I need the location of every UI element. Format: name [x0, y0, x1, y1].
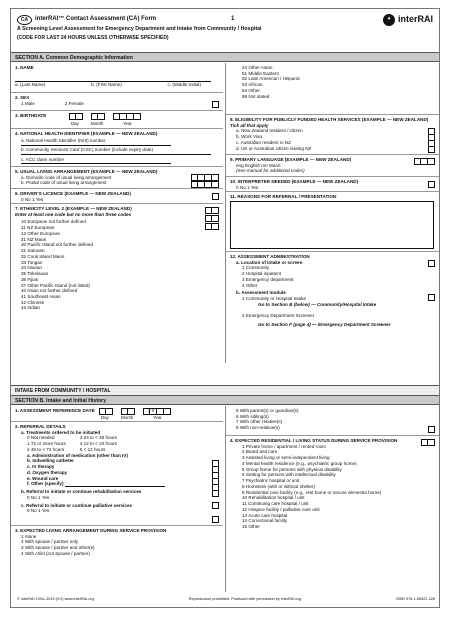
ethnicity-code-item: 31 Samoan: [21, 248, 45, 254]
arrangement-option-5: 5 With parent(s) or guardian(s): [236, 408, 299, 413]
interpreter-box[interactable]: [428, 181, 435, 188]
ethnicity-code-item: 42 Chinese: [21, 299, 45, 305]
nhi-number-label: a. National Health Identifier (NHI) number: [21, 137, 106, 143]
ethnicity-code-list: [15, 219, 219, 311]
intake-group-header: INTAKE FROM COMMUNITY / HOSPITAL: [11, 385, 439, 395]
residential-option-item: 7 Psychiatric hospital or unit: [242, 478, 300, 484]
section-b-left-column: [11, 406, 223, 592]
primary-language-codes: eng English mri Maori: [236, 162, 281, 168]
eligibility-work-visa: b. Work Visa: [236, 134, 262, 140]
item-ethnicity: [11, 204, 223, 363]
expected-arrangement-title: 3. EXPECTED LIVING ARRANGEMENT DURING SERVICE PROVISION: [15, 528, 167, 533]
residential-option-item: 1 Private home / apartment / rented room: [242, 443, 327, 449]
goto-section-b: Go to Section B (below) — Community/Hospital Intake: [258, 301, 377, 307]
interrai-logo-text: interRAI: [397, 14, 433, 25]
treatment-time-options: [15, 435, 219, 452]
postal-code-boxes[interactable]: [191, 181, 219, 188]
ref-date-day-boxes[interactable]: [99, 408, 113, 415]
ref-date-month-caption: Month: [121, 415, 134, 420]
ethnicity-code-item: 10 European not further defined: [21, 219, 86, 225]
admin-module-label: b. Assessment module: [236, 290, 286, 296]
residential-option-item: 3 Assisted living or semi-independent living: [242, 455, 330, 461]
page-number: 1: [231, 16, 235, 22]
interpreter-options: 0 No 1 Yes: [236, 184, 259, 190]
treatment-wound-care: e. Wound care: [27, 475, 59, 481]
arrangement-option-1: 1 Alone: [21, 533, 37, 539]
postal-code-label: b. Postal code of usual living arrangement: [21, 180, 107, 186]
ethnicity-code-item: 51 Middle Eastern: [242, 70, 280, 76]
time-option-5: 5 < 12 hours: [79, 446, 106, 452]
expected-arrangement-box[interactable]: [428, 426, 435, 433]
reasons-textarea[interactable]: [230, 201, 434, 249]
acc-claim-label: c. ACC claim number: [21, 157, 65, 163]
residential-option-item: 12 Hospice facility / palliative care unit: [242, 506, 320, 512]
primary-language-title: 9. PRIMARY LANGUAGE (EXAMPLE — NEW ZEALAND): [230, 157, 352, 162]
ethnicity-code-item: 32 Cook Island Maori: [21, 253, 65, 259]
arrangement-option-8: 8 With non-relative(s): [236, 425, 280, 431]
interrai-logo-icon: ◕: [383, 14, 395, 26]
item-expected-living-arrangement: [11, 526, 223, 592]
eligibility-australian-resident: c. Australian resident in NZ: [236, 139, 291, 145]
item-living-arrangement: [11, 167, 223, 189]
birthdate-year-caption: Year: [123, 121, 132, 126]
ethnicity-code-item: 30 Pacific Island not further defined: [21, 242, 94, 248]
eligibility-box-d[interactable]: [428, 146, 435, 153]
ref-date-day-caption: Day: [101, 415, 109, 420]
palliative-referral-label: c. Referral to initiate or continue palliative services: [21, 502, 133, 508]
ethnicity-continued: [226, 63, 439, 115]
treatment-other-input[interactable]: [65, 483, 165, 487]
eligibility-uk-aus-visitor: d. UK or Australian citizen visiting NZ: [236, 145, 312, 151]
sex-title: 2. SEX: [15, 95, 30, 100]
item-sex: [11, 93, 223, 111]
name-title: 1. NAME: [15, 65, 34, 70]
item-assessment-reference-date: [11, 406, 223, 422]
residential-option-item: 2 Board and care: [242, 449, 278, 455]
expected-residential-boxes[interactable]: [421, 439, 435, 446]
ethnicity-code-item: 40 Asian not further defined: [21, 288, 78, 294]
form-title: interRAI™ Contact Assessment (CA) Form: [35, 16, 157, 22]
form-header: [17, 14, 435, 52]
primary-language-note: (See manual for additional codes): [236, 168, 305, 174]
sex-option-male: 1 Male: [21, 100, 35, 106]
ethnicity-code-item: 52 Latin American / Hispanic: [242, 76, 301, 82]
footer-reproduction: Reproduction prohibited. Produced with permission by interRAI.org: [188, 597, 302, 601]
location-code-box[interactable]: [428, 260, 435, 267]
sex-code-box[interactable]: [212, 101, 219, 108]
first-name-caption: b. (First Name): [91, 82, 122, 88]
section-b-header: SECTION B. Intake and Initial History: [11, 395, 439, 405]
time-option-0: 0 Not needed: [27, 435, 55, 441]
referral-title: 2. REFERRAL DETAILS: [15, 424, 66, 429]
ca-badge: CA: [17, 15, 32, 25]
section-a-left-column: [11, 63, 223, 363]
reasons-title: 11. REASONS FOR REFERRAL / PRESENTATION: [230, 194, 337, 199]
expected-arrangement-continued: [226, 406, 439, 436]
acc-claim-input[interactable]: [21, 160, 171, 164]
residential-option-item: 14 Correctional facility: [242, 518, 288, 524]
ethnicity-code-item: 11 NZ European: [21, 225, 55, 231]
time-option-3: 3 24 to < 48 hours: [79, 435, 117, 441]
palliative-referral-box[interactable]: [212, 516, 219, 523]
item-assessment-administration: [226, 252, 439, 363]
time-option-2: 2 48 to < 72 hours: [27, 446, 65, 452]
section-a-right-column: [225, 63, 439, 363]
ethnicity-code-item: 36 Fijian: [21, 276, 39, 282]
item-expected-residential-status: [226, 436, 439, 592]
location-option-ed: 3 Emergency department: [242, 276, 294, 282]
section-a-header: SECTION A. Common Demographic Information: [11, 52, 439, 62]
time-option-4: 4 12 to < 24 hours: [79, 441, 117, 447]
treatment-catheter: b. Indwelling catheter: [27, 458, 74, 464]
residential-option-item: 11 Continuing care hospital / unit: [242, 501, 309, 507]
interrai-logo: [383, 14, 433, 26]
item-birthdate: [11, 111, 223, 129]
item-nhi: [11, 129, 223, 167]
csc-number-input[interactable]: [21, 151, 211, 155]
sex-option-female: 2 Female: [64, 100, 84, 106]
arrangement-option-4: 4 With child (not spouse / partner): [21, 550, 90, 556]
interpreter-title: 10. INTERPRETER NEEDED (EXAMPLE — NEW ZEALAND): [230, 179, 359, 184]
ethnicity-code-item: 35 Tokelauan: [21, 271, 49, 277]
nhi-number-input[interactable]: [21, 142, 171, 146]
rehab-referral-label: b. Referral to initiate or continue rehabilitation services: [21, 489, 142, 495]
page-footer: [17, 597, 435, 602]
ref-date-year-caption: Year: [153, 415, 162, 420]
ethnicity-code-item: 34 Niuean: [21, 265, 42, 271]
arrangement-option-2: 2 With spouse / partner only: [21, 539, 79, 545]
treatments-label: a. Treatments ordered to be initiated: [21, 429, 101, 435]
palliative-referral-options: 0 No 1 Yes: [27, 508, 50, 514]
drivers-licence-title: 6. DRIVER’S LICENCE (EXAMPLE — NEW ZEALAND): [15, 191, 131, 196]
eligibility-nz-resident: a. New Zealand resident / citizen: [236, 128, 303, 134]
residential-option-item: 6 Setting for persons with intellectual disability: [242, 472, 336, 478]
expected-residential-title: 4. EXPECTED RESIDENTIAL / LIVING STATUS DURING SERVICE PROVISION: [230, 438, 398, 443]
ethnicity-code-item: 53 African: [242, 82, 263, 88]
residential-option-item: 9 Residential care facility (e.g., rest home or secure dementia home): [242, 489, 382, 495]
ethnicity-code-item: 99 Not stated: [242, 93, 270, 99]
eligibility-title: 8. ELIGIBILITY FOR PUBLICLY FUNDED HEALTH SERVICES (EXAMPLE — NEW ZEALAND): [230, 117, 429, 122]
item-name: [11, 63, 223, 93]
ethnicity-code-item: 43 Indian: [21, 305, 40, 311]
code-note: (CODE FOR LAST 24 HOURS UNLESS OTHERWISE SPECIFIED): [17, 35, 169, 41]
ethnicity-code-item: 12 Other European: [21, 230, 61, 236]
rehab-referral-box[interactable]: [212, 502, 219, 509]
ethnicity-code-item: 33 Tongan: [21, 259, 43, 265]
residential-option-item: 10 Rehabilitation hospital / unit: [242, 495, 305, 501]
last-name-caption: a. (Last Name): [15, 82, 46, 88]
item-interpreter: [226, 177, 439, 192]
ref-date-year-prefill: 2 0: [148, 408, 155, 413]
admin-location-label: a. Location of intake or screen: [236, 259, 303, 265]
ethnicity-code-item: 37 Other Pacific Island (not listed): [21, 282, 90, 288]
section-b-right-column: [225, 406, 439, 592]
item-drivers-licence: [11, 189, 223, 204]
ethnicity-code-list-continued: [230, 65, 435, 99]
item-primary-language: [226, 155, 439, 177]
module-option-intake: 1 Community or Hospital Intake: [242, 296, 307, 302]
birthdate-year-boxes[interactable]: [113, 113, 141, 120]
birthdate-month-caption: Month: [91, 121, 104, 126]
time-option-1: 1 72 or more hours: [27, 441, 66, 447]
middle-initial-caption: c. (Middle Initial): [167, 82, 201, 88]
residential-option-item: 15 Other: [242, 524, 260, 530]
location-option-hospital: 2 Hospital inpatient: [242, 271, 282, 277]
location-option-other: 4 Other: [242, 282, 258, 288]
footer-isbn: ISBN 978-1-55322-326: [395, 597, 435, 601]
drivers-licence-box[interactable]: [212, 193, 219, 200]
nhi-title: 4. NATIONAL HEALTH IDENTIFIER (EXAMPLE — NEW ZEALAND): [15, 131, 158, 136]
goto-section-f: Go to Section F (page 4) — Emergency Department Screener: [258, 322, 391, 328]
living-arrangement-title: 5. USUAL LIVING ARRANGEMENT (EXAMPLE — NEW ZEALAND): [15, 169, 158, 174]
ethnicity-code-boxes[interactable]: [205, 207, 219, 230]
arrangement-option-7: 7 With other relative(s): [236, 419, 283, 425]
admin-title: 12. ASSESSMENT ADMINISTRATION: [230, 254, 310, 259]
ref-date-title: 1. ASSESSMENT REFERENCE DATE: [15, 408, 95, 413]
domicile-code-boxes[interactable]: [191, 174, 219, 181]
treatment-oxygen: d. Oxygen therapy: [27, 469, 68, 475]
primary-language-boxes[interactable]: [414, 158, 435, 165]
residential-option-item: 5 Group home for persons with physical disability: [242, 466, 342, 472]
ethnicity-code-item: 41 Southeast Asian: [21, 294, 61, 300]
drivers-licence-options: 0 No 1 Yes: [21, 196, 44, 202]
item-eligibility: [226, 115, 439, 155]
ethnicity-code-item: 54 Other: [242, 87, 260, 93]
birthdate-month-boxes[interactable]: [91, 113, 105, 120]
residential-option-item: 13 Acute care hospital: [242, 512, 288, 518]
treatment-medication: a. Administration of medication (other than IV): [27, 452, 128, 458]
item-referral-details: [11, 422, 223, 526]
form-subtitle: A Screening Level Assessment for Emergency Department and Intake from Community / Hospital: [17, 26, 262, 32]
form-page: [10, 8, 440, 608]
domicile-code-label: a. Domicile code of usual living arrangement: [21, 174, 112, 180]
treatment-other: f. Other (specify): [27, 481, 64, 487]
arrangement-option-6: 6 With sibling(s): [236, 413, 269, 419]
residential-option-item: 8 Homeless (with or without shelter): [242, 483, 316, 489]
module-option-ed-screener: 2 Emergency Department Screener: [242, 312, 315, 318]
ethnicity-note: Enter at least one code but no more than three codes: [15, 211, 132, 217]
other-treatment-box[interactable]: [212, 490, 219, 497]
location-option-community: 1 Community: [242, 265, 270, 271]
birthdate-day-boxes[interactable]: [69, 113, 83, 120]
ethnicity-code-item: 44 Other Asian: [242, 65, 273, 70]
ethnicity-code-item: 21 NZ Maori: [21, 236, 47, 242]
ethnicity-title: 7. ETHNICITY LEVEL 2 (EXAMPLE — NEW ZEALAND): [15, 206, 132, 211]
arrangement-option-3: 3 With spouse / partner and other(s): [21, 545, 95, 551]
birthdate-title: 3. BIRTHDATE: [15, 113, 47, 118]
ref-date-month-boxes[interactable]: [121, 408, 135, 415]
residential-option-item: 4 Mental health residence (e.g., psychiatric group home): [242, 460, 357, 466]
eligibility-note: Tick all that apply: [230, 122, 269, 128]
rehab-referral-options: 0 No 1 Yes: [27, 494, 50, 500]
treatment-iv: c. IV therapy: [27, 464, 55, 470]
item-reasons-for-referral: [226, 192, 439, 252]
residential-option-list: [230, 444, 435, 530]
footer-copyright: © interRAI 1994–2019 (9.2) www.interRAI.org: [17, 597, 94, 601]
csc-number-label: b. Community Services Card (CSC) number (include expiry date): [21, 147, 153, 153]
module-code-box[interactable]: [428, 294, 435, 301]
birthdate-day-caption: Day: [71, 121, 79, 126]
